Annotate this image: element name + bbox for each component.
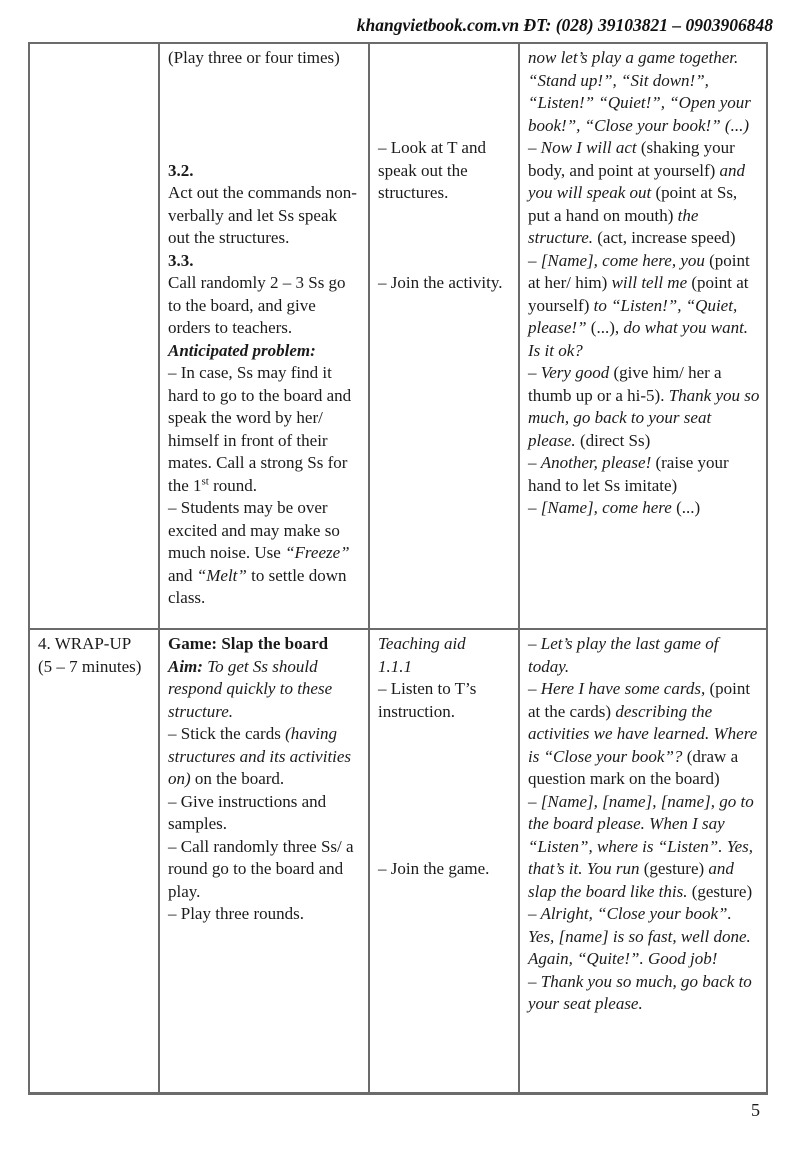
text-run: do what you want. Is it ok? — [528, 318, 749, 360]
text-run: will tell me — [611, 273, 692, 292]
text-run: 3.3. — [168, 250, 194, 270]
paragraph — [38, 633, 152, 656]
text-run: [Name], come here, you — [540, 250, 710, 270]
text-run: (5 – 7 minutes) — [38, 656, 142, 676]
text-run: – Join the game. — [378, 859, 490, 878]
text-run: (...), — [590, 318, 624, 337]
paragraph — [528, 362, 760, 452]
paragraph — [378, 272, 512, 295]
cell-classroom-language — [519, 629, 767, 1093]
paragraph — [528, 903, 760, 971]
cell-teacher-activity — [159, 629, 369, 1093]
paragraph — [168, 723, 362, 791]
blank-line — [378, 791, 512, 814]
text-run: to “Listen!”, “Quiet, please!” — [528, 295, 738, 337]
text-run: (Play three or four times) — [168, 48, 340, 67]
text-run: (point at the cards) — [528, 679, 751, 721]
cell-stage-time — [29, 629, 159, 1093]
paragraph — [168, 791, 362, 836]
paragraph — [168, 656, 362, 724]
lesson-plan-table-body — [29, 43, 767, 1093]
paragraph — [528, 678, 760, 791]
text-run: – Let’s play the last game of today. — [528, 634, 719, 676]
text-run: and slap the board like this. — [528, 859, 734, 901]
text-run: (act, increase speed) — [597, 228, 736, 247]
text-run: describing the activities we have learned. Where is “Close your book”? — [528, 701, 758, 766]
text-run: – Students may be over excited and may make so much noise. Use — [168, 498, 340, 562]
text-run: (...) — [676, 498, 701, 517]
paragraph — [378, 137, 512, 205]
paragraph — [528, 633, 760, 678]
text-run: the structure. — [528, 205, 699, 247]
text-run: – — [528, 679, 541, 698]
cell-stage-time — [29, 43, 159, 629]
page-header — [357, 15, 773, 36]
paragraph — [528, 971, 760, 1016]
blank-line — [378, 768, 512, 791]
blank-line — [378, 746, 512, 769]
text-run: 4. WRAP-UP — [38, 634, 132, 653]
paragraph — [378, 678, 512, 723]
text-run: – Call randomly three Ss/ a round go to the board and play. — [168, 836, 354, 901]
text-run: (gesture) — [643, 859, 709, 878]
blank-line — [378, 47, 512, 70]
text-run: (give him/ her a thumb up or a hi-5). — [528, 363, 722, 405]
text-run: (gesture) — [691, 881, 753, 901]
text-run: (draw a question mark on the board) — [528, 746, 739, 788]
text-run: Call randomly 2 – 3 Ss go to the board, and give orders to teachers. — [168, 273, 346, 337]
blank-line — [168, 137, 362, 160]
blank-line — [378, 70, 512, 93]
text-run: “Melt” — [196, 565, 247, 585]
text-run: – Give instructions and samples. — [168, 791, 327, 833]
paragraph — [168, 272, 362, 340]
text-run: Here I have some cards, — [540, 679, 710, 698]
text-run: Act out the commands non-verbally and let Ss speak out the structures. — [168, 183, 357, 247]
text-run: round. — [208, 475, 258, 495]
text-run: Teaching aid — [378, 634, 466, 653]
cell-classroom-language — [519, 43, 767, 629]
text-run: 3.2. — [168, 160, 194, 180]
blank-line — [378, 250, 512, 273]
paragraph — [528, 47, 760, 137]
text-run: st — [201, 474, 209, 487]
text-run: Aim: — [168, 656, 208, 676]
text-run: on the board. — [190, 769, 285, 788]
text-run: – Thank you so much, go back to your seat please. — [528, 971, 752, 1013]
text-run: (point at Ss, put a hand on mouth) — [528, 183, 738, 225]
text-run: – Play three rounds. — [168, 904, 304, 923]
paragraph — [528, 452, 760, 497]
paragraph — [528, 791, 760, 904]
text-run: To get Ss should respond quickly to these structure. — [168, 656, 333, 721]
text-run: – — [528, 363, 541, 382]
paragraph — [528, 497, 760, 520]
text-run: and — [168, 565, 197, 585]
text-run: Another, please! — [540, 453, 656, 472]
blank-line — [168, 70, 362, 93]
paragraph — [168, 340, 362, 363]
text-run: – — [528, 498, 541, 517]
text-run: to settle down class. — [168, 565, 347, 607]
paragraph — [168, 182, 362, 250]
header-contact-text: khangvietbook.com.vn ĐT: (028) 39103821 – 0903906848 — [356, 15, 773, 35]
paragraph — [168, 903, 362, 926]
text-run: – Look at T and speak out the structures. — [378, 138, 486, 202]
cell-student-activity — [369, 43, 519, 629]
table-row-activity-3-continued — [29, 43, 767, 629]
blank-line — [168, 92, 362, 115]
text-run: – Alright, “Close your book”. Yes, [name] is so fast, well done. Again, “Quite!”. Good job! — [528, 904, 751, 968]
text-run: (raise your hand to let Ss imitate) — [528, 453, 729, 495]
table-row-wrap-up — [29, 629, 767, 1093]
text-run: (direct Ss) — [579, 430, 651, 450]
text-run: (shaking your body, and point at yourself) — [528, 138, 735, 180]
paragraph — [528, 137, 760, 250]
paragraph — [168, 362, 362, 497]
blank-line — [168, 115, 362, 138]
paragraph — [168, 160, 362, 183]
text-run: – Listen to T’s instruction. — [378, 679, 477, 721]
paragraph — [168, 633, 362, 656]
blank-line — [378, 813, 512, 836]
text-run: (having structures and its activities on) — [168, 724, 352, 788]
blank-line — [378, 92, 512, 115]
text-run: – — [528, 791, 541, 811]
blank-line — [378, 205, 512, 228]
paragraph — [38, 656, 152, 679]
text-run: [Name], come here — [540, 498, 677, 517]
paragraph — [168, 497, 362, 610]
cell-teacher-activity — [159, 43, 369, 629]
blank-line — [378, 227, 512, 250]
text-run: (point at her/ him) — [528, 250, 750, 292]
text-run: [Name], [name], [name], go to the board please. When I say “Listen”, where is “Listen”. Yes, that’s it. You run — [528, 791, 754, 878]
paragraph — [378, 858, 512, 881]
text-run: Now I will act — [540, 138, 641, 157]
text-run: “Freeze” — [285, 543, 350, 562]
text-run: now let’s play a game together. “Stand up!”, “Sit down!”, “Listen!” “Quiet!”, “Open your book!”, “Close your book!” (...) — [528, 48, 751, 135]
text-run: – In case, Ss may find it hard to go to the board and speak the word by her/ himself in front of their mates. Call a strong Ss for the 1 — [168, 363, 352, 495]
text-run: – Join the activity. — [378, 273, 503, 292]
text-run: Anticipated problem: — [168, 340, 316, 360]
text-run: Thank you so much, go back to your seat please. — [528, 385, 760, 450]
text-run: (point at yourself) — [528, 273, 749, 315]
paragraph — [168, 836, 362, 904]
text-run: – — [528, 453, 541, 472]
paragraph — [528, 250, 760, 363]
blank-line — [378, 115, 512, 138]
paragraph — [378, 656, 512, 679]
paragraph — [378, 633, 512, 656]
text-run: – — [528, 250, 541, 270]
text-run: – — [528, 138, 541, 157]
text-run: and you will speak out — [528, 160, 746, 202]
text-run: Very good — [540, 363, 614, 382]
paragraph — [168, 47, 362, 70]
blank-line — [378, 836, 512, 859]
text-run: – Stick the cards — [168, 724, 286, 743]
text-run: 1.1.1 — [378, 656, 412, 676]
text-run: Game: Slap the board — [168, 634, 329, 653]
page-number: 5 — [751, 1100, 760, 1120]
blank-line — [378, 723, 512, 746]
lesson-plan-table — [28, 42, 768, 1095]
paragraph — [168, 250, 362, 273]
cell-student-activity — [369, 629, 519, 1093]
